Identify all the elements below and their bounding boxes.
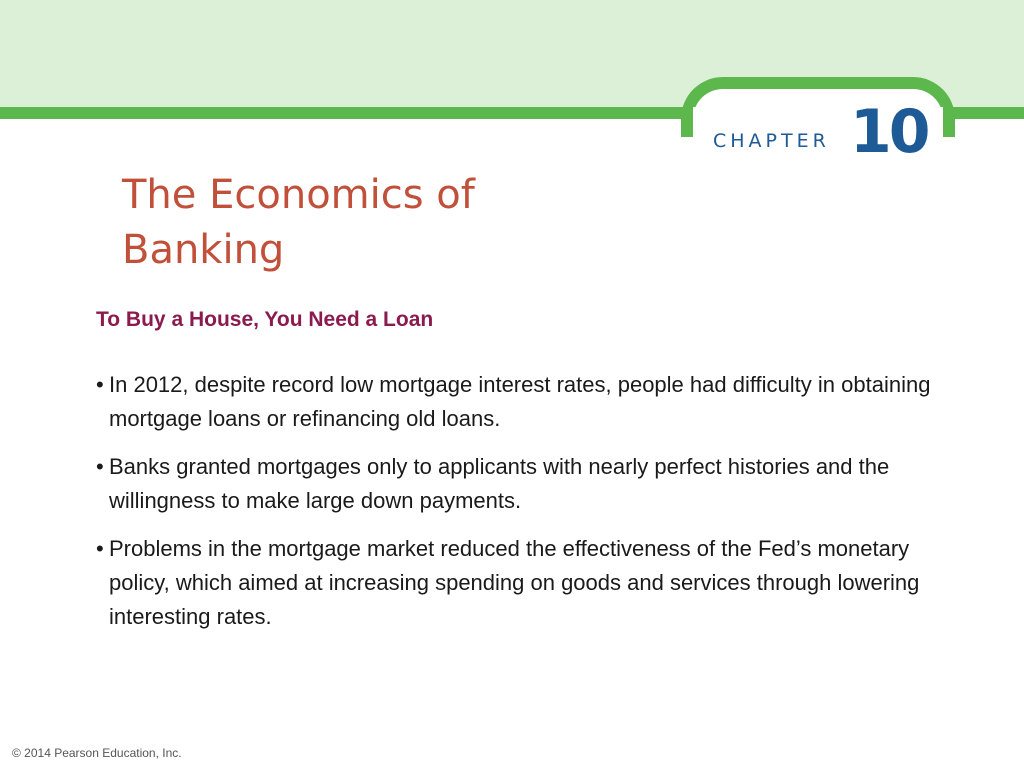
- chapter-title: [122, 168, 475, 278]
- chapter-label: CHAPTER: [713, 130, 830, 152]
- bullet-dot: •: [96, 454, 104, 479]
- chapter-title-line-1: The Economics of: [122, 172, 475, 218]
- bullet-dot: •: [96, 536, 104, 561]
- chapter-title-line-2: Banking: [122, 227, 285, 273]
- bullet-text: In 2012, despite record low mortgage interest rates, people had difficulty in obtaining mortgage loans or refinancing old loans.: [109, 372, 931, 431]
- section-heading: To Buy a House, You Need a Loan: [96, 308, 434, 331]
- bullet-text: Banks granted mortgages only to applicants with nearly perfect histories and the willingness to make large down payments.: [109, 454, 890, 513]
- bullet-list: [96, 368, 946, 648]
- bullet-item: [96, 450, 946, 518]
- bullet-text: Problems in the mortgage market reduced the effectiveness of the Fed’s monetary policy, which aimed at increasing spending on goods and services through lowering interesting rates.: [109, 536, 920, 629]
- bullet-item: [96, 532, 946, 634]
- bullet-dot: •: [96, 372, 104, 397]
- chapter-number: 10: [850, 97, 928, 167]
- copyright-notice: © 2014 Pearson Education, Inc.: [12, 746, 182, 760]
- bullet-item: [96, 368, 946, 436]
